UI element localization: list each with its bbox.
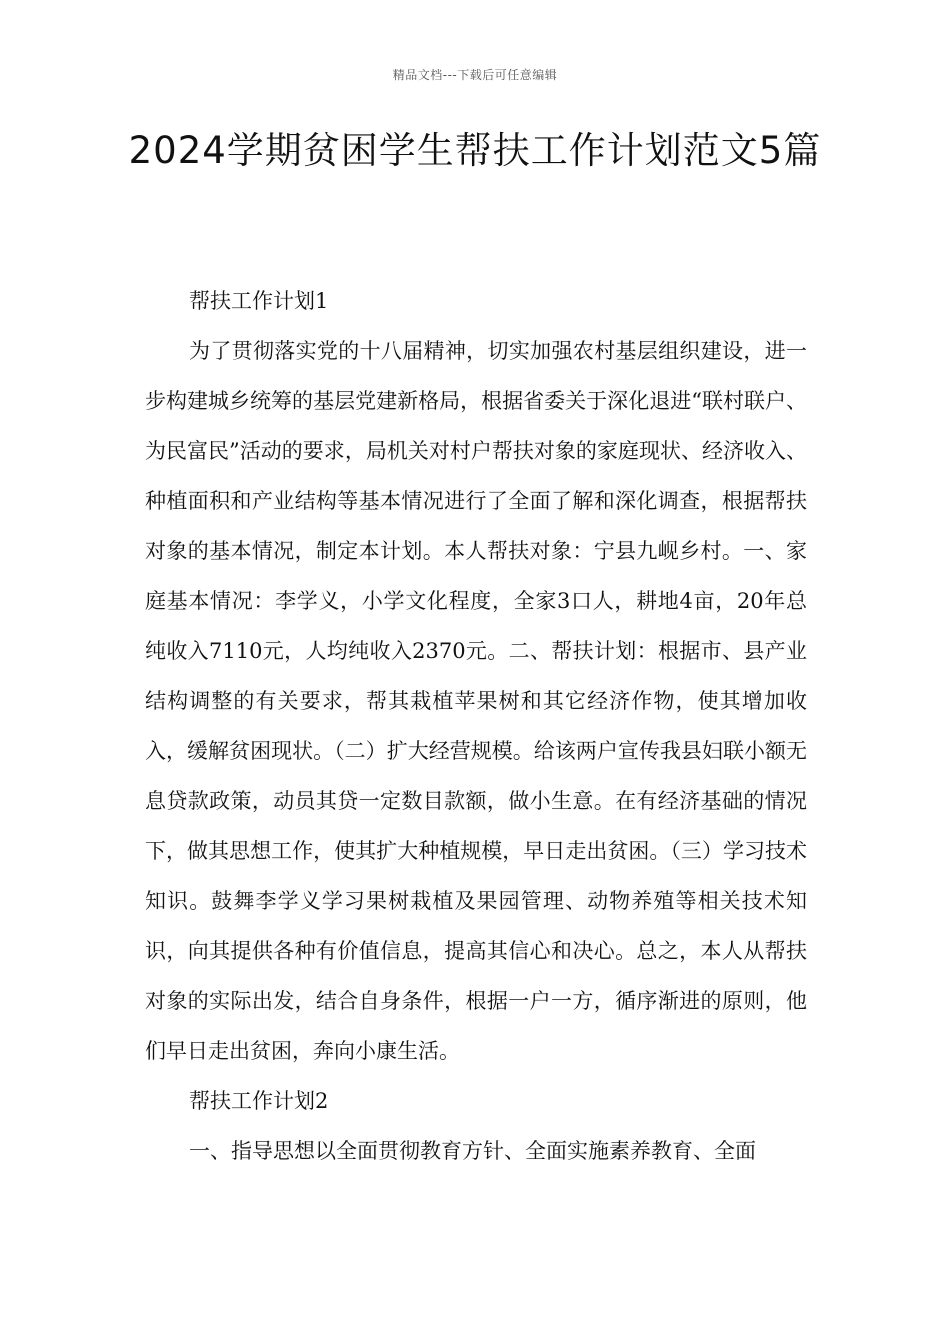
body-paragraph: 一、指导思想以全面贯彻教育方针、全面实施素养教育、全面 (189, 1139, 756, 1163)
body-paragraph: 为了贯彻落实党的十八届精神，切实加强农村基层组织建设，进一步构建城乡统筹的基层党建新格局，根据省委关于深化退进“联村联户、为民富民”活动的要求，局机关对村户帮扶对象的家庭现状、经济收入、种植面积和产业结构等基本情况进行了全面了解和深化调查，根据帮扶对象的基本情况，制定本计划。本人帮扶对象：宁县九岘乡村。一、家庭基本情况：李学义，小学文化程度，全家3口人，耕地4亩，20年总纯收入7110元，人均纯收入2370元。二、帮扶计划：根据市、县产业结构调整的有关要求，帮其栽植苹果树和其它经济作物，使其增加收入，缓解贫困现状。（二）扩大经营规模。给该两户宣传我县妇联小额无息贷款政策，动员其贷一定数目款额，做小生意。在有经济基础的情况下，做其思想工作，使其扩大种植规模，早日走出贫困。（三）学习技术知识。鼓舞李学义学习果树栽植及果园管理、动物养殖等相关技术知识，向其提供各种有价值信息，提高其信心和决心。总之，本人从帮扶对象的实际出发，结合自身条件，根据一户一方，循序渐进的原则，他们早日走出贫困，奔向小康生活。 (145, 339, 807, 1063)
section-heading-plan-1: 帮扶工作计划1 (189, 289, 329, 313)
header-note: 精品文档---下载后可任意编辑 (392, 68, 558, 82)
section-heading-plan-2: 帮扶工作计划2 (189, 1089, 329, 1113)
document-body (145, 276, 807, 1176)
document-title: 2024学期贫困学生帮扶工作计划范文5篇 (128, 129, 822, 172)
